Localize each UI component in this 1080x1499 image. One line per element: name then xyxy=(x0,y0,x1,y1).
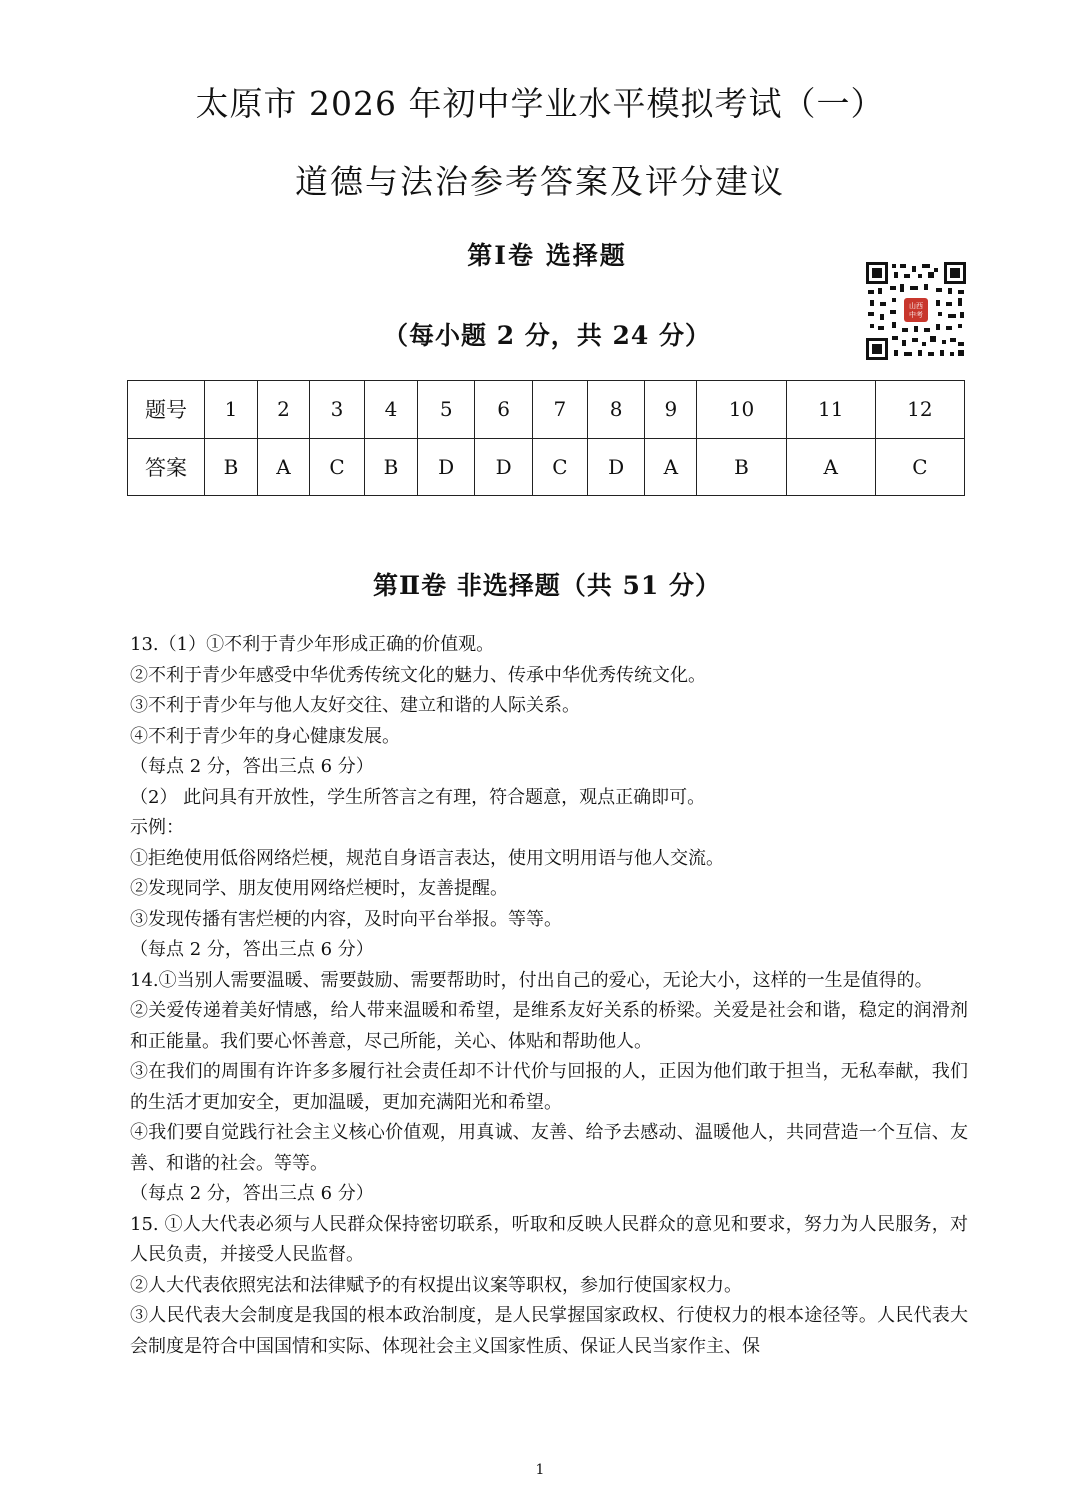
table-cell: A xyxy=(786,438,875,496)
svg-text:中考: 中考 xyxy=(909,311,923,319)
paragraph: ②人大代表依照宪法和法律赋予的有权提出议案等职权，参加行使国家权力。 xyxy=(130,1274,742,1296)
table-cell: 4 xyxy=(365,381,418,439)
paragraph: ②不利于青少年感受中华优秀传统文化的魅力、传承中华优秀传统文化。 xyxy=(130,664,706,686)
paragraph: 15. ①人大代表必须与人民群众保持密切联系，听取和反映人民群众的意见和要求，努力为人民服务，对人民负责，并接受人民监督。 xyxy=(130,1213,968,1265)
table-cell: 7 xyxy=(532,381,587,439)
page-subtitle: 道德与法治参考答案及评分建议 xyxy=(295,162,785,201)
paragraph: ③在我们的周围有许许多多履行社会责任却不计代价与回报的人，正因为他们敢于担当，无私奉献，我们的生活才更加安全，更加温暖，更加充满阳光和希望。 xyxy=(130,1061,968,1113)
table-cell: C xyxy=(875,438,964,496)
answer-row xyxy=(128,438,965,496)
svg-text:山西: 山西 xyxy=(909,302,923,310)
part2-heading: 第Ⅱ卷 非选择题（共 51 分） xyxy=(373,571,721,600)
table-cell: 2 xyxy=(257,381,309,439)
table-cell: 6 xyxy=(475,381,532,439)
table-cell: D xyxy=(475,438,532,496)
row-label-answer: 答案 xyxy=(128,438,205,496)
table-cell: 11 xyxy=(786,381,875,439)
answer-body xyxy=(130,630,968,1362)
table-cell: C xyxy=(532,438,587,496)
table-cell: D xyxy=(587,438,644,496)
paragraph: ①拒绝使用低俗网络烂梗，规范自身语言表达，使用文明用语与他人交流。 xyxy=(130,847,724,869)
row-label-number: 题号 xyxy=(128,381,205,439)
table-cell: A xyxy=(257,438,309,496)
table-cell: 1 xyxy=(205,381,258,439)
paragraph: ④我们要自觉践行社会主义核心价值观，用真诚、友善、给予去感动、温暖他人，共同营造一个互信、友善、和谐的社会。等等。 xyxy=(130,1122,968,1174)
paragraph: ④不利于青少年的身心健康发展。 xyxy=(130,725,400,747)
table-cell: 8 xyxy=(587,381,644,439)
table-cell: 5 xyxy=(417,381,474,439)
table-cell: B xyxy=(697,438,786,496)
qr-code-icon xyxy=(866,262,966,360)
page-number: 1 xyxy=(535,1462,545,1478)
paragraph: （每点 2 分，答出三点 6 分） xyxy=(130,939,374,960)
paragraph: （每点 2 分，答出三点 6 分） xyxy=(130,1183,374,1204)
paragraph: （每点 2 分，答出三点 6 分） xyxy=(130,756,374,777)
answer-table xyxy=(127,380,965,496)
table-cell: 3 xyxy=(310,381,365,439)
part1-heading: 第Ⅰ卷 选择题 xyxy=(467,241,627,270)
paragraph: 示例： xyxy=(130,817,184,838)
part1-points: （每小题 2 分，共 24 分） xyxy=(382,321,711,350)
table-cell: B xyxy=(205,438,258,496)
table-cell: A xyxy=(645,438,697,496)
paragraph: ③不利于青少年与他人友好交往、建立和谐的人际关系。 xyxy=(130,695,580,716)
paragraph: ③发现传播有害烂梗的内容，及时向平台举报。等等。 xyxy=(130,908,562,930)
table-cell: D xyxy=(417,438,474,496)
paragraph: ②发现同学、朋友使用网络烂梗时，友善提醒。 xyxy=(130,878,508,899)
paragraph: ②关爱传递着美好情感，给人带来温暖和希望，是维系友好关系的桥梁。关爱是社会和谐，稳定的润滑剂和正能量。我们要心怀善意，尽己所能，关心、体贴和帮助他人。 xyxy=(130,1000,968,1052)
paragraph: 14.①当别人需要温暖、需要鼓励、需要帮助时，付出自己的爱心，无论大小，这样的一生是值得的。 xyxy=(130,969,933,991)
table-cell: C xyxy=(310,438,365,496)
paragraph: 13.（1）①不利于青少年形成正确的价值观。 xyxy=(130,634,495,655)
table-cell: 9 xyxy=(645,381,697,439)
paragraph: ③人民代表大会制度是我国的根本政治制度，是人民掌握国家政权、行使权力的根本途径等。人民代表大会制度是符合中国国情和实际、体现社会主义国家性质、保证人民当家作主、保 xyxy=(130,1305,968,1357)
paragraph: （2） 此问具有开放性，学生所答言之有理，符合题意，观点正确即可。 xyxy=(130,786,706,808)
table-cell: B xyxy=(365,438,418,496)
table-cell: 12 xyxy=(875,381,964,439)
table-cell: 10 xyxy=(697,381,786,439)
page-title: 太原市 2026 年初中学业水平模拟考试（一） xyxy=(195,84,885,123)
question-number-row xyxy=(128,381,965,439)
